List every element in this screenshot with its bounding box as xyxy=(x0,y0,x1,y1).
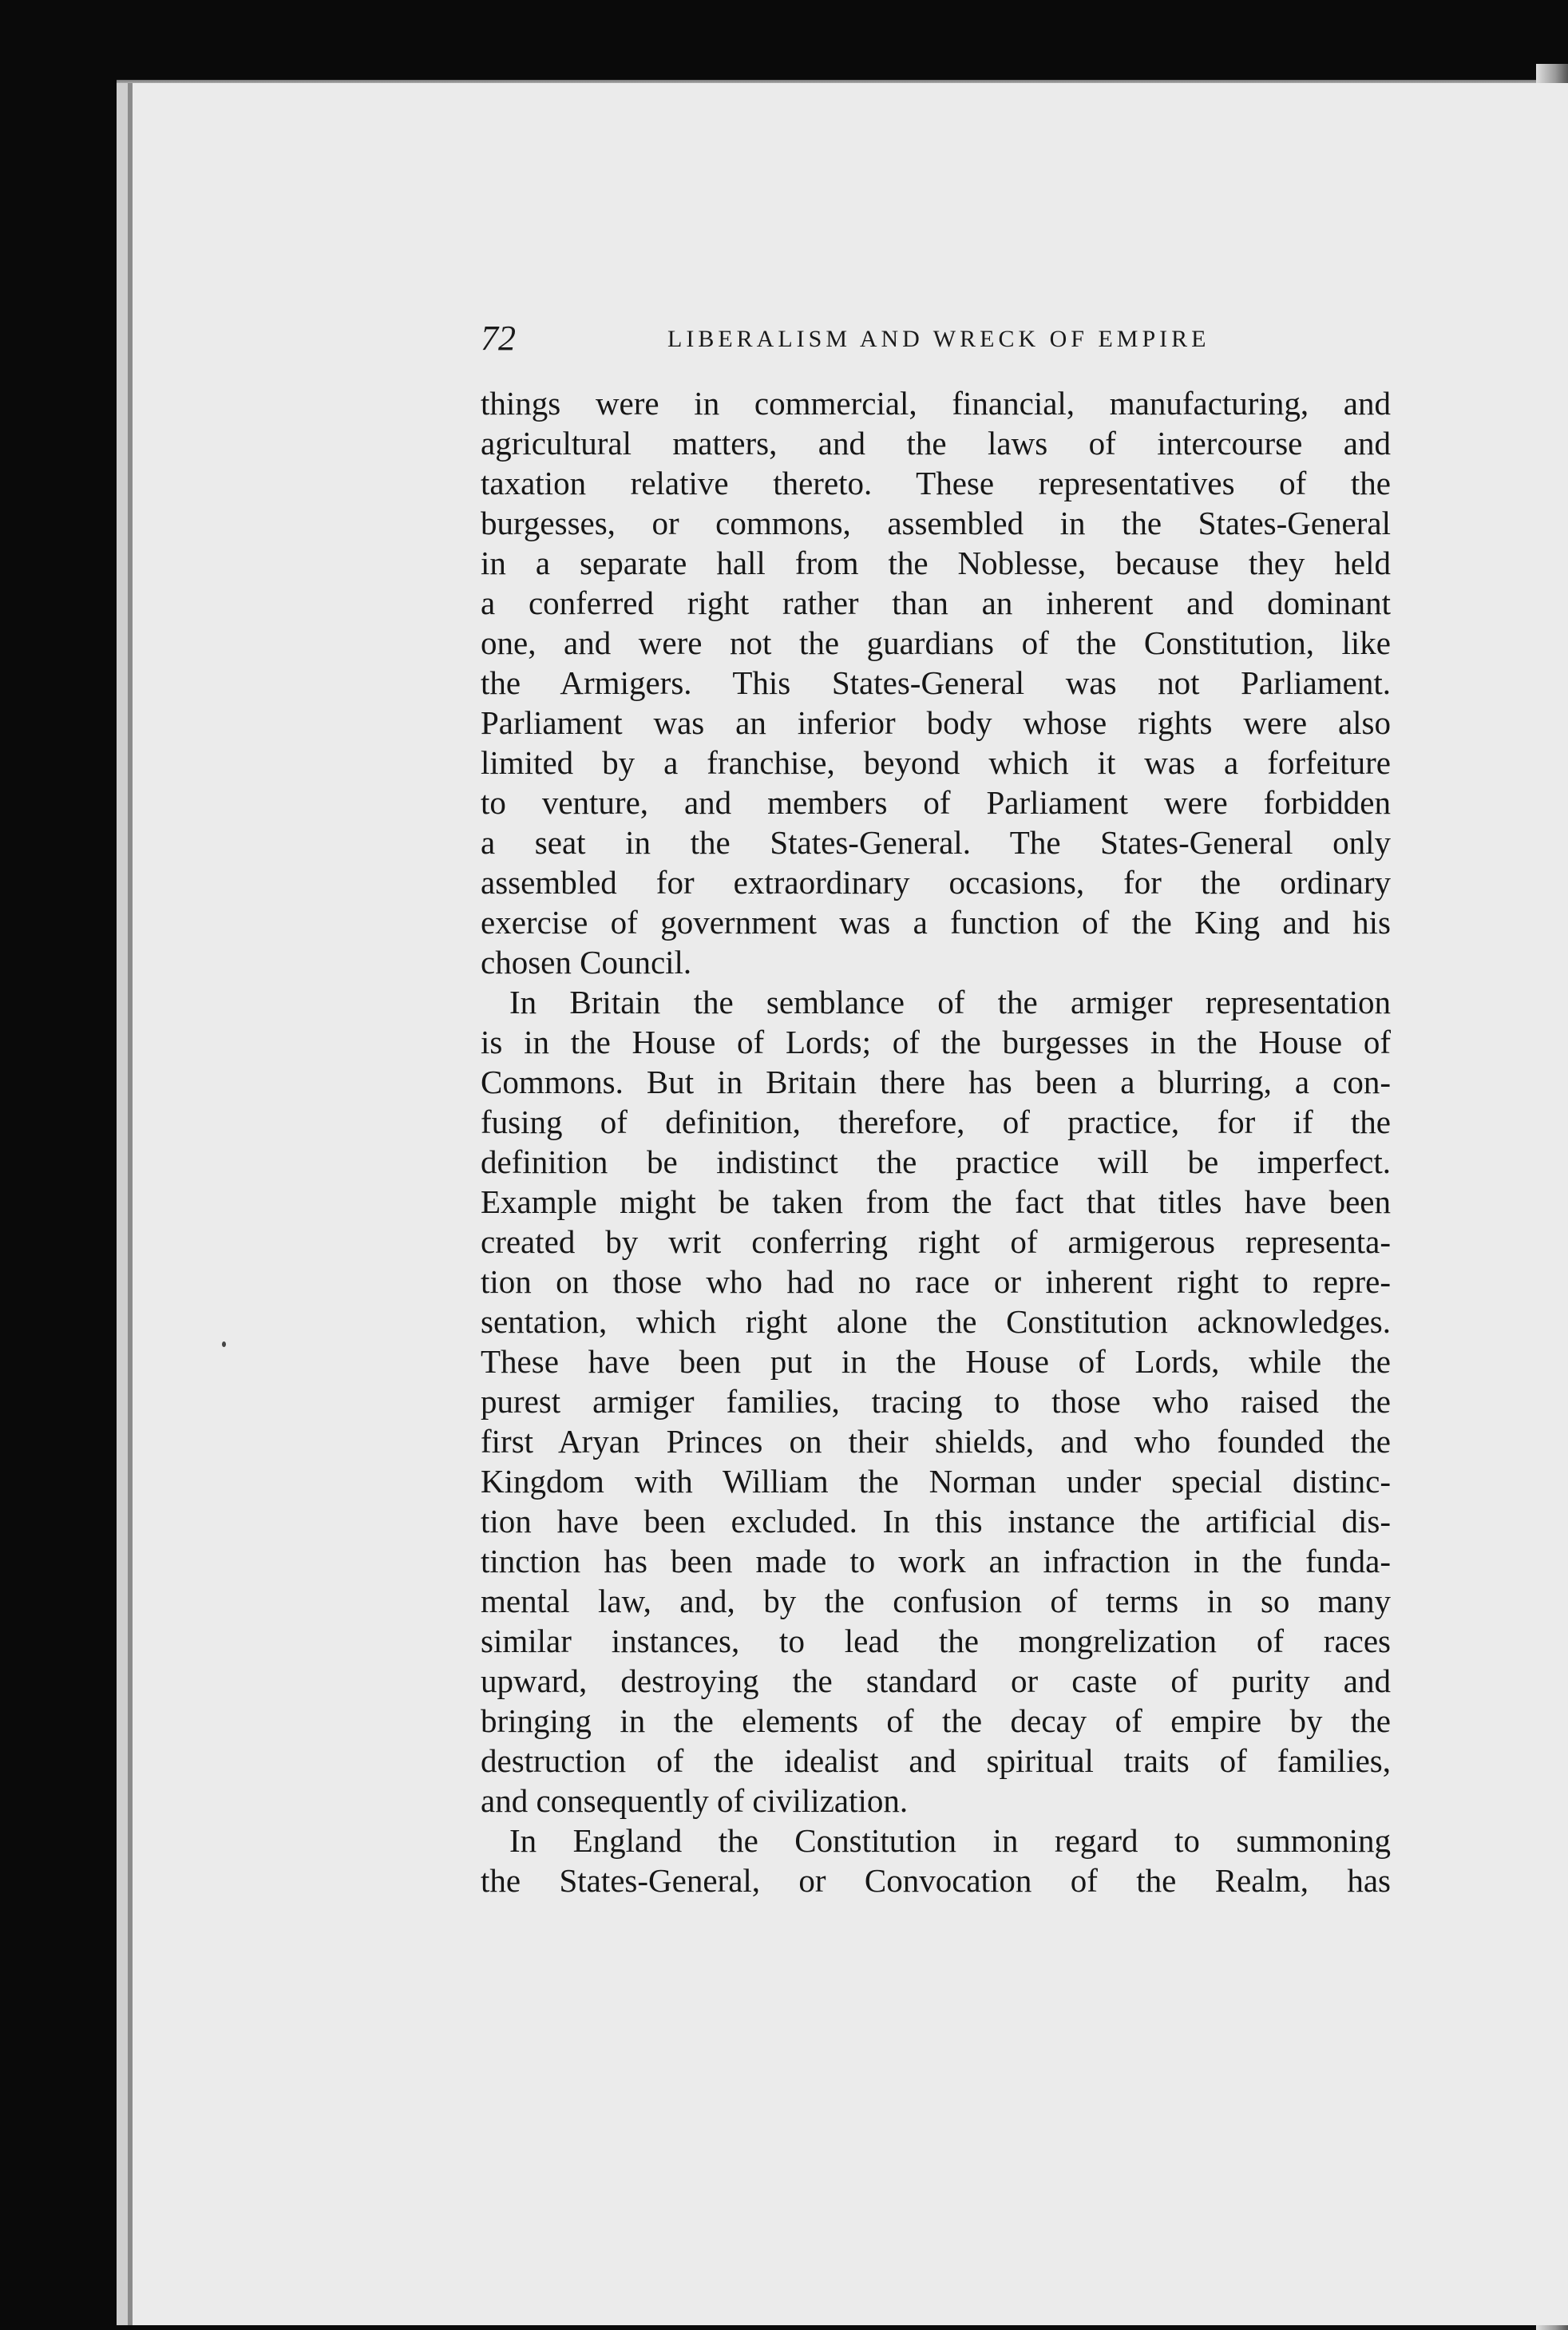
page-number: 72 xyxy=(481,319,516,358)
text-line: tinction has been made to work an infraction in the funda- xyxy=(481,1543,1391,1579)
text-line: definition be indistinct the practice will be imperfect. xyxy=(481,1143,1391,1180)
text-line: Parliament was an inferior body whose rights were also xyxy=(481,704,1391,741)
text-line: bringing in the elements of the decay of empire by the xyxy=(481,1702,1391,1739)
text-line: upward, destroying the standard or caste of purity and xyxy=(481,1662,1391,1699)
text-line: to venture, and members of Parliament were forbidden xyxy=(481,784,1391,821)
page-header xyxy=(481,318,1343,366)
text-line: is in the House of Lords; of the burgesses in the House of xyxy=(481,1024,1391,1060)
text-line: Commons. But in Britain there has been a blurring, a con- xyxy=(481,1064,1391,1100)
text-line: Kingdom with William the Norman under special distinc- xyxy=(481,1463,1391,1500)
text-line: in a separate hall from the Noblesse, because they held xyxy=(481,545,1391,581)
text-line: In England the Constitution in regard to summoning xyxy=(509,1822,1391,1859)
text-line: In Britain the semblance of the armiger representation xyxy=(509,984,1391,1020)
text-line: burgesses, or commons, assembled in the States-General xyxy=(481,505,1391,541)
text-line: Example might be taken from the fact that titles have been xyxy=(481,1183,1391,1220)
text-line: exercise of government was a function of the King and his xyxy=(481,904,1391,941)
text-line: a conferred right rather than an inherent and dominant xyxy=(481,584,1391,621)
text-line: first Aryan Princes on their shields, and who founded the xyxy=(481,1423,1391,1460)
body-text xyxy=(481,383,1391,1900)
text-line: similar instances, to lead the mongrelization of races xyxy=(481,1623,1391,1659)
text-line: tion on those who had no race or inherent right to repre- xyxy=(481,1263,1391,1300)
text-line: created by writ conferring right of armigerous representa- xyxy=(481,1223,1391,1260)
text-line: assembled for extraordinary occasions, for the ordinary xyxy=(481,864,1391,901)
text-line: taxation relative thereto. These representatives of the xyxy=(481,465,1391,501)
text-line: a seat in the States-General. The States-General only xyxy=(481,824,1391,861)
text-line: chosen Council. xyxy=(481,944,692,981)
text-line: the Armigers. This States-General was not Parliament. xyxy=(481,664,1391,701)
text-line: limited by a franchise, beyond which it was a forfeiture xyxy=(481,744,1391,781)
running-head: LIBERALISM AND WRECK OF EMPIRE xyxy=(667,326,1210,352)
text-line: These have been put in the House of Lords, while the xyxy=(481,1343,1391,1380)
text-line: tion have been excluded. In this instance the artificial dis- xyxy=(481,1503,1391,1539)
scan-speck xyxy=(222,1341,226,1347)
text-line: the States-General, or Convocation of the Realm, has xyxy=(481,1862,1391,1899)
text-line: mental law, and, by the confusion of terms in so many xyxy=(481,1583,1391,1619)
text-line: purest armiger families, tracing to those who raised the xyxy=(481,1383,1391,1420)
text-line: and consequently of civilization. xyxy=(481,1782,909,1819)
text-line: one, and were not the guardians of the Constitution, like xyxy=(481,624,1391,661)
text-line: things were in commercial, financial, manufacturing, and xyxy=(481,385,1391,422)
text-line: destruction of the idealist and spiritual traits of families, xyxy=(481,1742,1391,1779)
text-line: agricultural matters, and the laws of intercourse and xyxy=(481,425,1391,462)
text-line: fusing of definition, therefore, of practice, for if the xyxy=(481,1104,1391,1140)
text-line: sentation, which right alone the Constitution acknowledges. xyxy=(481,1303,1391,1340)
